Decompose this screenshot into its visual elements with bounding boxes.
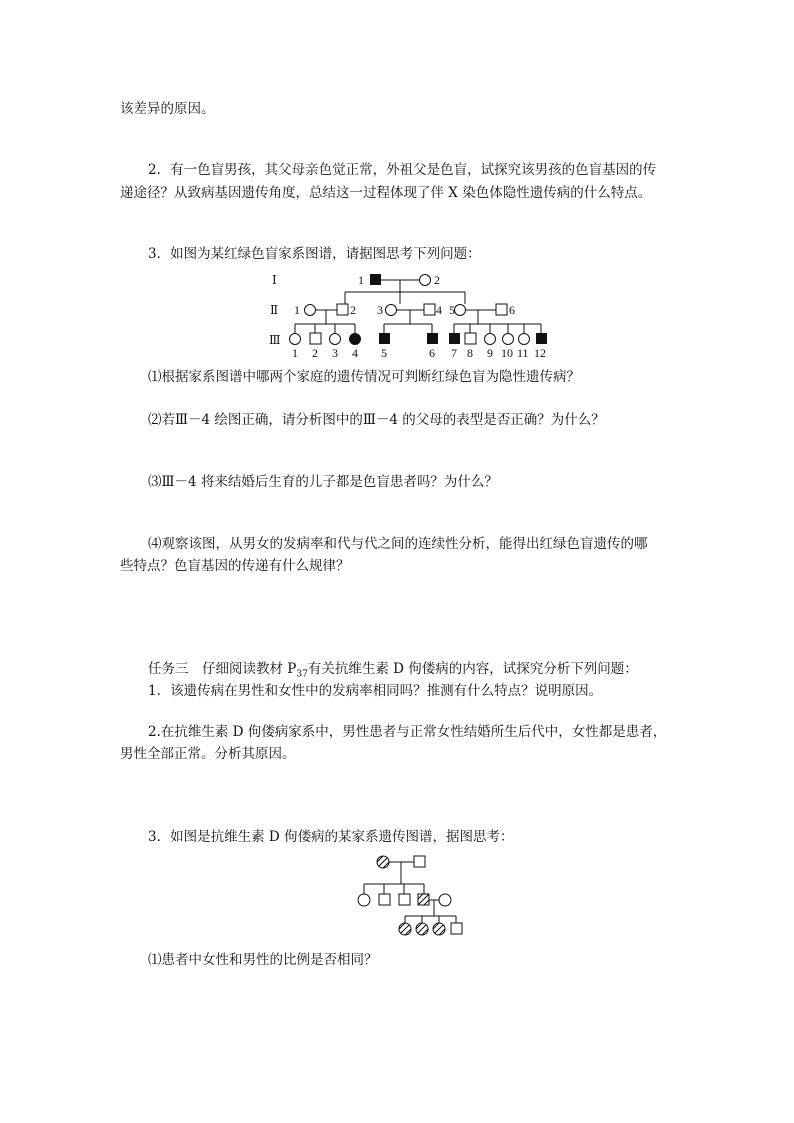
individual-number: 5 — [381, 346, 387, 360]
text-line: 男性全部正常。分析其原因。 — [120, 746, 296, 762]
affected-male-symbol — [427, 333, 438, 344]
normal-female-symbol — [503, 334, 514, 345]
text-line: 3．如图是抗维生素 D 佝偻病的某家系遗传图谱，据图思考： — [148, 829, 514, 845]
rickets-pedigree — [350, 850, 470, 940]
normal-male-symbol — [379, 894, 390, 905]
individual-number: 1 — [292, 346, 298, 360]
text-line: ⑶Ⅲ－4 将来结婚后生育的儿子都是色盲患者吗？为什么？ — [148, 474, 498, 490]
normal-female-symbol — [305, 305, 316, 316]
individual-number: 11 — [517, 346, 529, 360]
individual-number: 6 — [429, 346, 435, 360]
normal-male-symbol — [399, 894, 410, 905]
text-line: 3．如图为某红绿色盲家系图谱，请据图思考下列问题： — [148, 246, 481, 262]
affected-male-symbol — [379, 333, 390, 344]
affected-male-symbol — [536, 333, 547, 344]
text-line: ⑴患者中女性和男性的比例是否相同？ — [148, 952, 378, 968]
task-heading-text: 任务三 仔细阅读教材 P — [148, 661, 297, 677]
text-line: 递途径？从致病基因遗传角度，总结这一过程体现了伴 X 染色体隐性遗传病的什么特点。 — [120, 185, 652, 201]
normal-female-symbol — [290, 334, 301, 345]
normal-male-symbol — [424, 304, 435, 315]
normal-male-symbol — [337, 304, 348, 315]
task-heading-text: 有关抗维生素 D 佝偻病的内容，试探究分析下列问题： — [307, 661, 638, 677]
individual-number: 6 — [509, 303, 515, 317]
text-line: 该差异的原因。 — [120, 101, 215, 117]
individual-number: 1 — [294, 303, 300, 317]
normal-female-symbol — [455, 305, 466, 316]
text-line: 2.在抗维生素 D 佝偻病家系中，男性患者与正常女性结婚所生后代中，女性都是患者， — [148, 724, 667, 740]
text-line: ⑴根据家系图谱中哪两个家庭的遗传情况可判断红绿色盲为隐性遗传病？ — [148, 369, 580, 385]
individual-number: 5 — [449, 303, 455, 317]
normal-female-symbol — [330, 334, 341, 345]
text-line: 些特点？色盲基因的传递有什么规律？ — [120, 558, 350, 574]
text-line: ⑵若Ⅲ－4 绘图正确，请分析图中的Ⅲ－4 的父母的表型是否正确？为什么？ — [148, 412, 605, 428]
normal-female-symbol — [485, 334, 496, 345]
individual-number: 3 — [377, 303, 383, 317]
normal-male-symbol — [465, 333, 476, 344]
normal-male-symbol — [310, 333, 321, 344]
color-blindness-pedigree — [260, 266, 560, 360]
individual-number: 2 — [350, 303, 356, 317]
page-subscript: 37 — [296, 669, 308, 680]
individual-number: 3 — [332, 346, 338, 360]
normal-female-symbol — [386, 305, 397, 316]
affected-male-symbol — [370, 274, 381, 285]
normal-female-symbol — [358, 894, 370, 906]
individual-number: 10 — [501, 346, 513, 360]
normal-female-symbol — [519, 334, 530, 345]
normal-female-symbol — [420, 275, 431, 286]
normal-male-symbol — [496, 304, 507, 315]
individual-number: 8 — [467, 346, 473, 360]
individual-number: 2 — [312, 346, 318, 360]
affected-female-symbol — [350, 334, 361, 345]
normal-male-symbol — [414, 856, 425, 867]
gen-label: Ⅱ — [270, 303, 279, 317]
individual-number: 2 — [434, 273, 440, 287]
individual-number: 12 — [534, 346, 546, 360]
individual-number: 4 — [352, 346, 358, 360]
individual-number: 1 — [358, 273, 364, 287]
individual-number: 7 — [451, 346, 457, 360]
text-line: 1．该遗传病在男性和女性中的发病率相同吗？推测有什么特点？说明原因。 — [148, 683, 603, 699]
normal-female-symbol — [439, 894, 451, 906]
affected-male-symbol — [449, 333, 460, 344]
normal-male-symbol — [451, 923, 462, 934]
gen-label: Ⅰ — [272, 273, 277, 287]
text-line: ⑷观察该图，从男女的发病率和代与代之间的连续性分析，能得出红绿色盲遗传的哪 — [148, 536, 648, 552]
text-line: 2．有一色盲男孩，其父母亲色觉正常，外祖父是色盲，试探究该男孩的色盲基因的传 — [148, 162, 657, 178]
individual-number: 9 — [487, 346, 493, 360]
individual-number: 4 — [436, 303, 442, 317]
gen-label: Ⅲ — [269, 333, 281, 347]
